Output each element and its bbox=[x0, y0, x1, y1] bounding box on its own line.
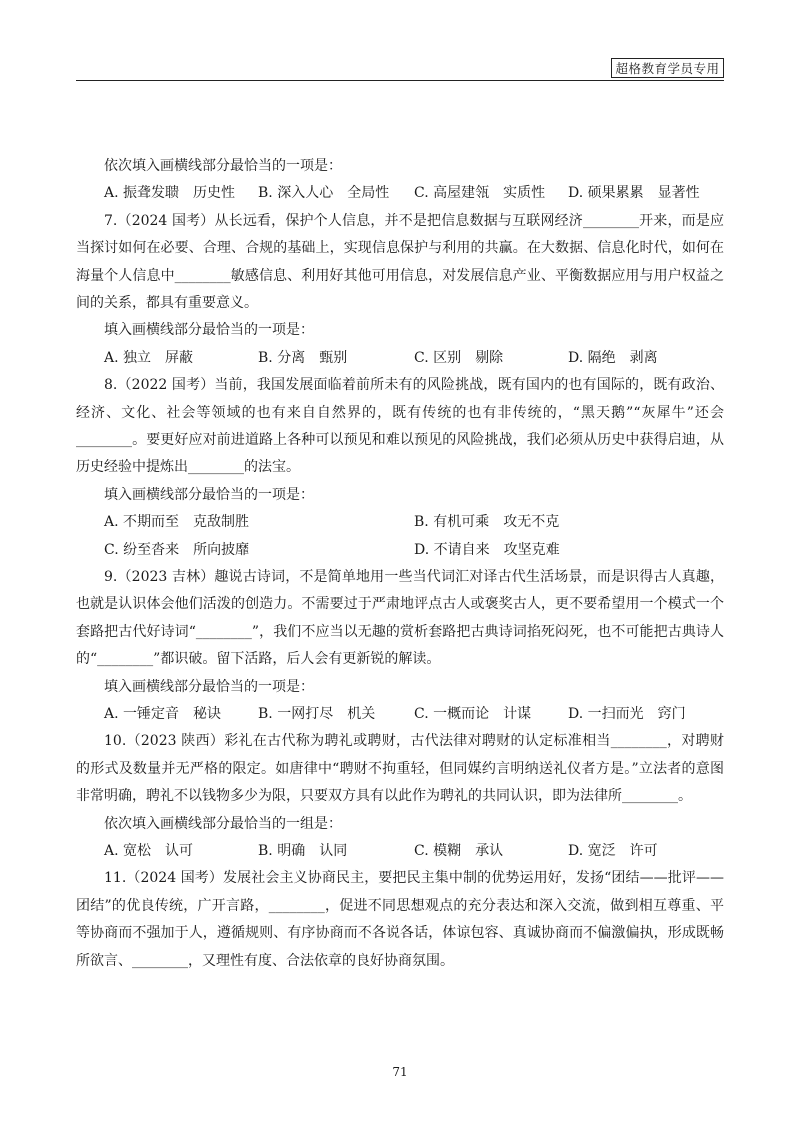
option-d: D. 隔绝 剥离 bbox=[568, 349, 658, 366]
option-a: A. 不期而至 克敌制胜 bbox=[104, 514, 250, 531]
header-rule bbox=[76, 80, 724, 81]
question-8-text: 8.（2022 国考）当前，我国发展面临着前所未有的风险挑战，既有国内的也有国际的，既有政治、经济、文化、社会等领域的也有来自自然界的，既有传统的也有非传统的，“黑天鹅”“灰犀牛”还会________。要更好应对前进道路上各种可以预见和难以预见的风险挑战，我们必须从历史中获得启迪，从历史经验中提炼出________的法宝。 bbox=[76, 377, 724, 476]
header-badge: 超格教育学员专用 bbox=[611, 58, 724, 78]
question-7-options bbox=[76, 345, 724, 372]
question-8-options-row2 bbox=[76, 537, 724, 564]
question-9-options bbox=[76, 701, 724, 728]
option-a: A. 振聋发聩 历史性 bbox=[104, 185, 236, 202]
question-11-text: 11.（2024 国考）发展社会主义协商民主，要把民主集中制的优势运用好，发扬“团结——批评——团结”的优良传统，广开言路，________，促进不同思想观点的充分表达和深入交流，做到相互尊重、平等协商而不强加于人，遵循规则、有序协商而不各说各话，体谅包容、真诚协商而不偏激偏执，形成既畅所欲言、________，又理性有度、合法依章的良好协商氛围。 bbox=[76, 870, 724, 969]
page-content bbox=[76, 153, 724, 975]
question-7-prompt: 填入画横线部分最恰当的一项是： bbox=[104, 322, 314, 339]
option-c: C. 一概而论 计谋 bbox=[414, 706, 532, 722]
option-d: D. 硕果累累 显著性 bbox=[568, 185, 700, 202]
option-a: A. 宽松 认可 bbox=[104, 843, 194, 859]
question-8-prompt: 填入画横线部分最恰当的一项是： bbox=[104, 486, 314, 503]
option-a: A. 独立 屏蔽 bbox=[104, 349, 194, 366]
option-c: C. 模糊 承认 bbox=[414, 843, 504, 859]
question-9-text: 9.（2023 吉林）趣说古诗词，不是简单地用一些当代词汇对译古代生活场景，而是识得古人真趣，也就是认识体会他们活泼的创造力。不需要过于严肃地评点古人或褒奖古人，更不要希望用一个模式一个套路把古代好诗词“________”，我们不应当以无趣的赏析套路把古典诗词掐死闷死，也不可能把古典诗人的“________”都识破。留下活路，后人会有更新锐的解读。 bbox=[76, 568, 724, 668]
option-d: D. 不请自来 攻坚克难 bbox=[414, 541, 560, 558]
question-9-prompt: 填入画横线部分最恰当的一项是： bbox=[104, 678, 314, 695]
option-a: A. 一锤定音 秘诀 bbox=[104, 706, 222, 722]
option-c: C. 高屋建瓴 实质性 bbox=[414, 185, 546, 202]
question-10-prompt: 依次填入画横线部分最恰当的一组是： bbox=[104, 815, 342, 832]
question-10-text: 10.（2023 陕西）彩礼在古代称为聘礼或聘财，古代法律对聘财的认定标准相当________，对聘财的形式及数量并无严格的限定。如唐律中“聘财不拘重轻，但同媒约言明纳送礼仪者方是。”立法者的意图非常明确，聘礼不以钱物多少为限，只要双方具有以此作为聘礼的共同认识，即为法律所________。 bbox=[76, 733, 724, 805]
option-b: B. 深入人心 全局性 bbox=[258, 185, 390, 202]
option-b: B. 分离 甄别 bbox=[258, 349, 348, 366]
question-10-options bbox=[76, 838, 724, 865]
option-b: B. 明确 认同 bbox=[258, 843, 348, 859]
intro-options bbox=[76, 180, 724, 207]
question-7-text: 7.（2024 国考）从长远看，保护个人信息，并不是把信息数据与互联网经济________开来，而是应当探讨如何在必要、合理、合规的基础上，实现信息保护与利用的共赢。在大数据、信息化时代，如何在海量个人信息中________敏感信息、利用好其他可用信息，对发展信息产业、平衡数据应用与用户权益之间的关系，都具有重要意义。 bbox=[76, 212, 724, 311]
option-c: C. 纷至沓来 所向披靡 bbox=[104, 541, 250, 558]
option-c: C. 区别 剔除 bbox=[414, 349, 504, 366]
page-number: 71 bbox=[392, 1065, 408, 1079]
question-8-options-row1 bbox=[76, 509, 724, 536]
intro-prompt: 依次填入画横线部分最恰当的一项是： bbox=[104, 158, 342, 174]
option-d: D. 宽泛 许可 bbox=[568, 843, 658, 859]
option-b: B. 一网打尽 机关 bbox=[258, 706, 376, 722]
option-d: D. 一扫而光 窍门 bbox=[568, 706, 686, 722]
option-b: B. 有机可乘 攻无不克 bbox=[414, 514, 560, 531]
